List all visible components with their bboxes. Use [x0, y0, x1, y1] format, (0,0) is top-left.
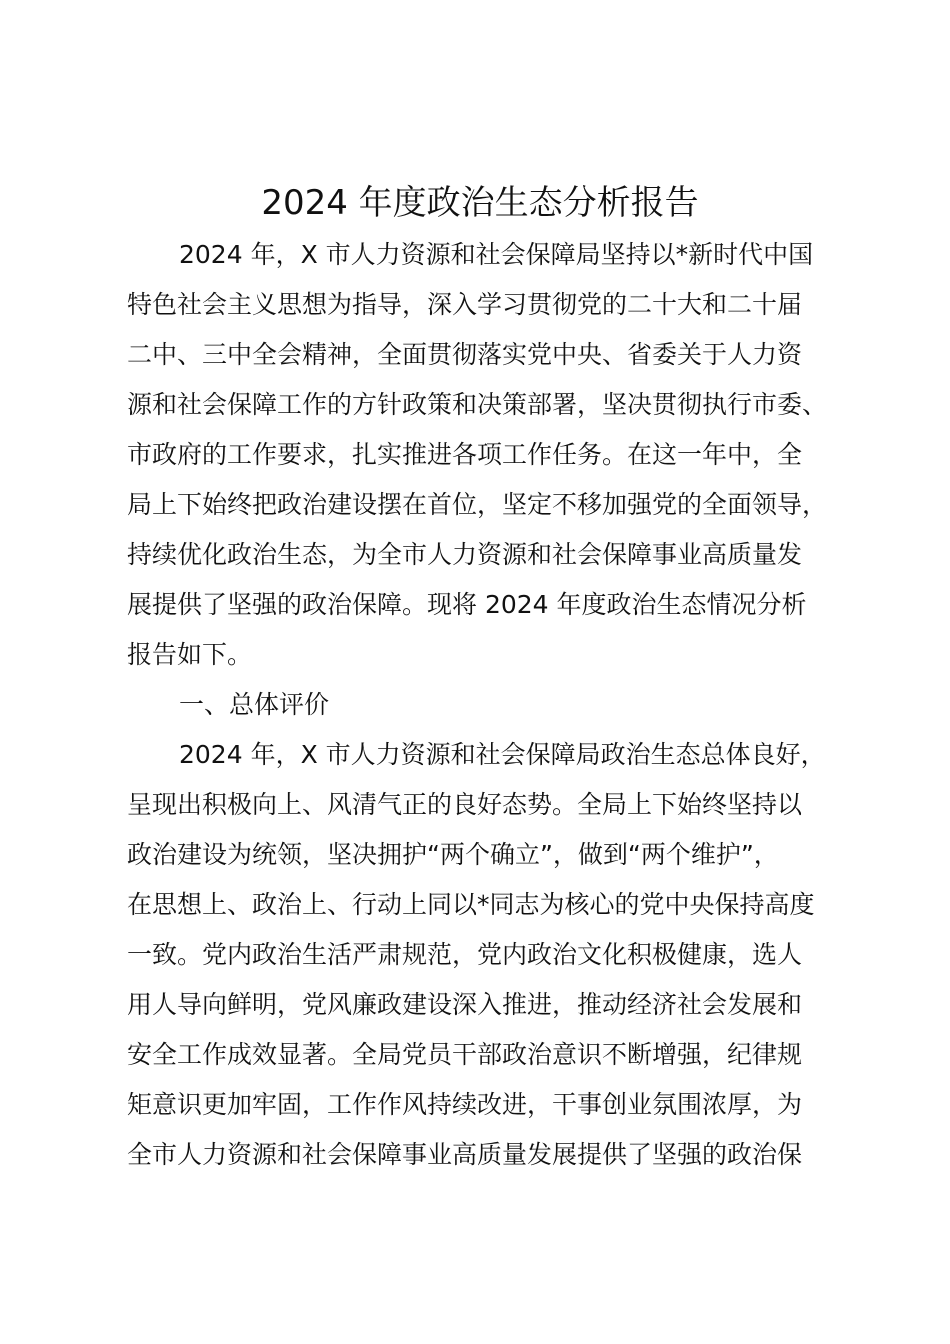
- paragraph-1-line: 源和社会保障工作的方针政策和决策部署，坚决贯彻执行市委、: [127, 390, 828, 419]
- paragraph-1-line: 二中、三中全会精神，全面贯彻落实党中央、省委关于人力资: [127, 340, 803, 369]
- paragraph-1-line: 局上下始终把政治建设摆在首位，坚定不移加强党的全面领导，: [127, 490, 828, 519]
- section-heading: 一、总体评价: [179, 690, 330, 719]
- paragraph-2-line: 2024 年，X 市人力资源和社会保障局政治生态总体良好，: [179, 740, 826, 769]
- paragraph-2-line: 全市人力资源和社会保障事业高质量发展提供了坚强的政治保: [127, 1140, 803, 1169]
- paragraph-1-line: 展提供了坚强的政治保障。现将 2024 年度政治生态情况分析: [127, 590, 807, 619]
- paragraph-2-line: 一致。党内政治生活严肃规范，党内政治文化积极健康，选人: [127, 940, 803, 969]
- document-body: [127, 230, 847, 1180]
- paragraph-1-line: 2024 年，X 市人力资源和社会保障局坚持以*新时代中国: [179, 240, 814, 269]
- paragraph-1-line: 特色社会主义思想为指导，深入学习贯彻党的二十大和二十届: [127, 290, 803, 319]
- paragraph-2-line: 矩意识更加牢固，工作作风持续改进，干事创业氛围浓厚，为: [127, 1090, 803, 1119]
- paragraph-1-line: 市政府的工作要求，扎实推进各项工作任务。在这一年中，全: [127, 440, 803, 469]
- paragraph-2-line: 政治建设为统领，坚决拥护“两个确立”，做到“两个维护”，: [127, 840, 779, 869]
- paragraph-1-line: 持续优化政治生态，为全市人力资源和社会保障事业高质量发: [127, 540, 803, 569]
- document-title: 2024 年度政治生态分析报告: [261, 183, 699, 223]
- paragraph-1-line: 报告如下。: [127, 640, 253, 669]
- paragraph-2-line: 用人导向鲜明，党风廉政建设深入推进，推动经济社会发展和: [127, 990, 803, 1019]
- paragraph-2-line: 安全工作成效显著。全局党员干部政治意识不断增强，纪律规: [127, 1040, 803, 1069]
- paragraph-2-line: 在思想上、政治上、行动上同以*同志为核心的党中央保持高度: [127, 890, 815, 919]
- paragraph-2-line: 呈现出积极向上、风清气正的良好态势。全局上下始终坚持以: [127, 790, 803, 819]
